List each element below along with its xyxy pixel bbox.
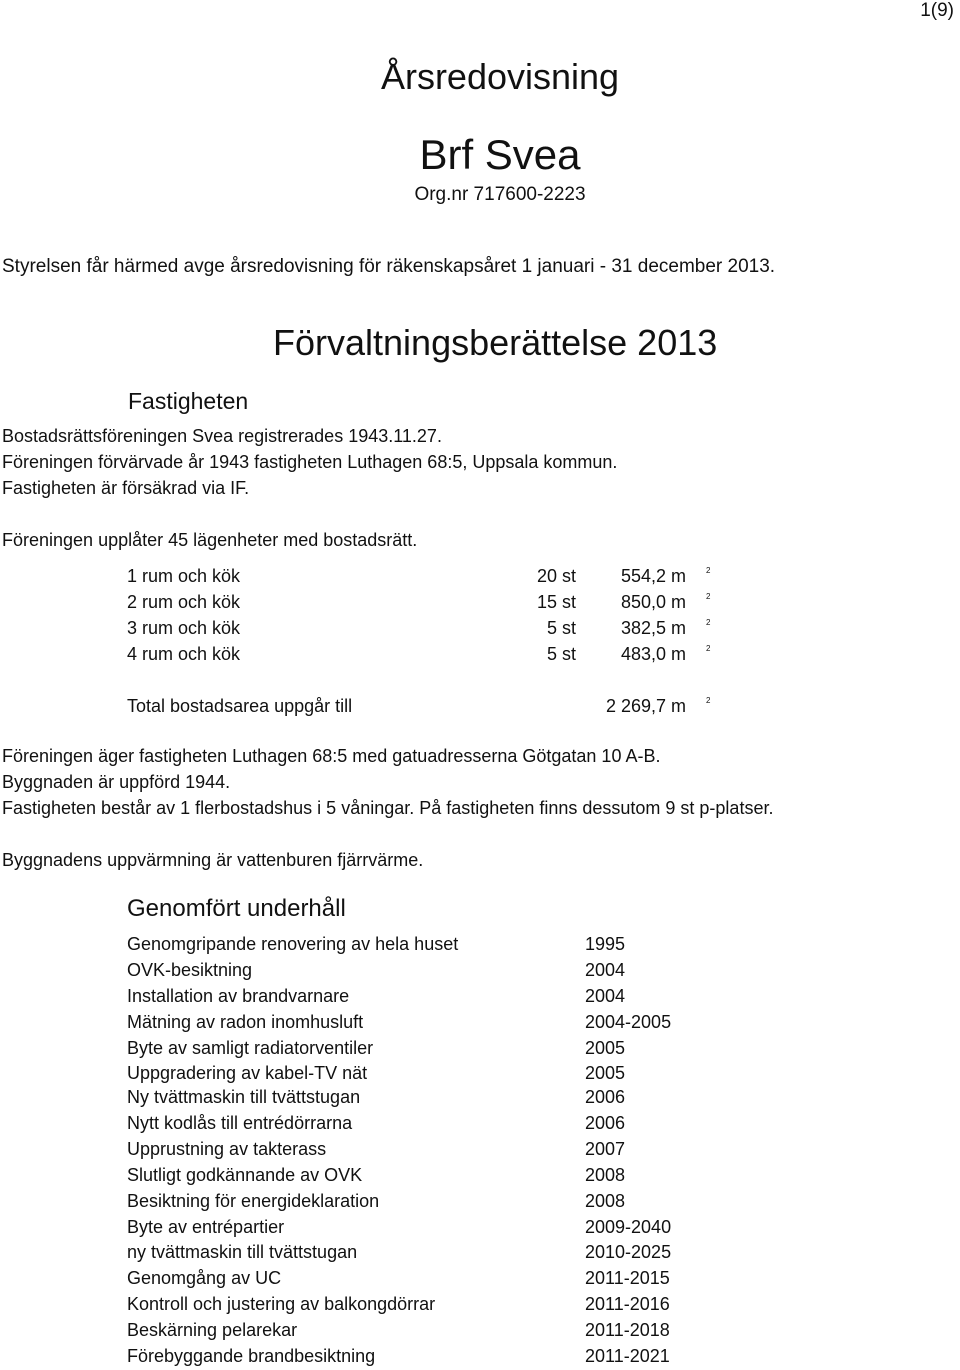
apartments-intro: Föreningen upplåter 45 lägenheter med bostadsrätt. [2, 530, 418, 550]
intro-statement: Styrelsen får härmed avge årsredovisning för räkenskapsåret 1 januari - 31 december 2013. [2, 256, 776, 277]
maintenance-year: 2005 [585, 1063, 626, 1083]
maintenance-year: 2010-2025 [585, 1242, 672, 1262]
maintenance-item: Byte av entrépartier [127, 1217, 285, 1237]
apartment-area: 483,0 m [620, 644, 686, 664]
maintenance-item: Ny tvättmaskin till tvättstugan [127, 1087, 361, 1107]
maintenance-item: Genomgång av UC [127, 1268, 282, 1288]
maintenance-item: Kontroll och justering av balkongdörrar [127, 1294, 436, 1314]
apartment-type: 4 rum och kök [127, 644, 241, 664]
organization-name: Brf Svea [419, 131, 581, 178]
area-unit-superscript: 2 [706, 618, 711, 627]
maintenance-year: 2007 [585, 1139, 626, 1159]
building-description-line: Fastigheten består av 1 flerbostadshus i 5 våningar. På fastigheten finns dessutom 9 st p-platser. [2, 798, 774, 818]
maintenance-item: Besiktning för energideklaration [127, 1191, 380, 1211]
apartment-type: 3 rum och kök [127, 618, 241, 638]
maintenance-item: Installation av brandvarnare [127, 986, 350, 1006]
maintenance-year: 2011-2018 [585, 1320, 670, 1340]
maintenance-year: 2004 [585, 986, 626, 1006]
apartment-area: 554,2 m [620, 566, 686, 586]
maintenance-item: Byte av samligt radiatorventiler [127, 1038, 374, 1058]
maintenance-year: 2006 [585, 1113, 626, 1133]
maintenance-item: Upprustning av takterass [127, 1139, 327, 1159]
maintenance-year: 2009-2040 [585, 1217, 672, 1237]
maintenance-year: 2005 [585, 1038, 626, 1058]
maintenance-year: 2011-2015 [585, 1268, 670, 1288]
registration-line: Bostadsrättsföreningen Svea registrerades 1943.11.27. [2, 426, 442, 446]
area-unit-superscript: 2 [706, 566, 711, 575]
property-heading: Fastigheten [128, 388, 249, 414]
maintenance-item: Mätning av radon inomhusluft [127, 1012, 364, 1032]
area-unit-superscript: 2 [706, 644, 711, 653]
address-line: Föreningen äger fastigheten Luthagen 68:5 med gatuadresserna Götgatan 10 A-B. [2, 746, 661, 766]
maintenance-year: 2004-2005 [585, 1012, 672, 1032]
apartment-count: 15 st [536, 592, 576, 612]
document-title: Årsredovisning [380, 56, 620, 97]
maintenance-year: 2004 [585, 960, 626, 980]
maintenance-item: Beskärning pelarekar [127, 1320, 298, 1340]
maintenance-year: 2008 [585, 1165, 626, 1185]
organization-number: Org.nr 717600-2223 [414, 184, 586, 205]
maintenance-heading: Genomfört underhåll [127, 895, 346, 922]
apartment-area: 850,0 m [620, 592, 686, 612]
area-unit-superscript: 2 [706, 696, 711, 705]
apartment-count: 5 st [546, 618, 576, 638]
construction-year-line: Byggnaden är uppförd 1944. [2, 772, 231, 792]
heating-line: Byggnadens uppvärmning är vattenburen fjärrvärme. [2, 850, 424, 870]
acquisition-line: Föreningen förvärvade år 1943 fastigheten Luthagen 68:5, Uppsala kommun. [2, 452, 618, 472]
maintenance-year: 1995 [585, 934, 626, 954]
maintenance-item: ny tvättmaskin till tvättstugan [127, 1242, 358, 1262]
maintenance-year: 2011-2016 [585, 1294, 670, 1314]
area-unit-superscript: 2 [706, 592, 711, 601]
maintenance-item: Förebyggande brandbesiktning [127, 1346, 376, 1366]
apartment-area: 382,5 m [620, 618, 686, 638]
total-area-value: 2 269,7 m [605, 696, 686, 716]
maintenance-item: Slutligt godkännande av OVK [127, 1165, 363, 1185]
maintenance-year: 2008 [585, 1191, 626, 1211]
maintenance-item: Uppgradering av kabel-TV nät [127, 1063, 368, 1083]
apartment-count: 5 st [546, 644, 576, 664]
total-area-label: Total bostadsarea uppgår till [127, 696, 353, 716]
maintenance-item: Genomgripande renovering av hela huset [127, 934, 459, 954]
section-title: Förvaltningsberättelse 2013 [273, 322, 718, 363]
maintenance-year: 2011-2021 [585, 1346, 670, 1366]
apartment-type: 2 rum och kök [127, 592, 241, 612]
insurance-line: Fastigheten är försäkrad via IF. [2, 478, 250, 498]
apartment-type: 1 rum och kök [127, 566, 241, 586]
maintenance-year: 2006 [585, 1087, 626, 1107]
maintenance-item: Nytt kodlås till entrédörrarna [127, 1113, 353, 1133]
apartment-count: 20 st [536, 566, 576, 586]
page-number: 1(9) [920, 0, 954, 21]
maintenance-item: OVK-besiktning [127, 960, 253, 980]
